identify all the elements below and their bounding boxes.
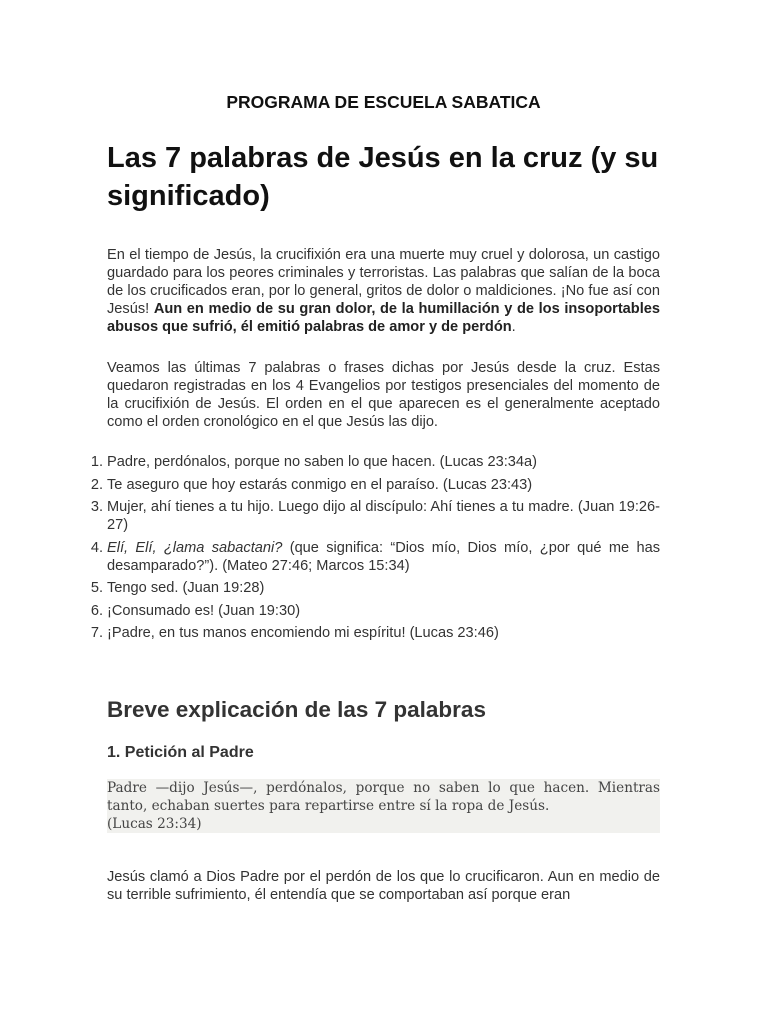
quote-text: Padre —dijo Jesús—, perdónalos, porque no saben lo que hacen. Mientras tanto, echaban suertes para repartirse entre sí la ropa de Jesús. [107,780,660,814]
intro-end: . [511,319,516,335]
list-number: 4. [90,539,103,556]
quote-reference: (Lucas 23:34) [107,816,202,832]
list-item-text: Tengo sed. (Juan 19:28) [107,580,265,596]
paragraph-3: Jesús clamó a Dios Padre por el perdón de los que lo crucificaron. Aun en medio de su terrible sufrimiento, él entendía que se comportaban así porque eran [107,869,660,903]
list-item-text: Te aseguro que hoy estarás conmigo en el paraíso. (Lucas 23:43) [107,476,533,493]
document-header: PROGRAMA DE ESCUELA SABATICA [226,92,541,112]
list-item-text: ¡Consumado es! (Juan 19:30) [107,602,301,619]
list-item [90,579,660,597]
list-item [90,453,660,471]
list-item [90,539,660,575]
seven-words-list [90,453,660,647]
list-number: 2. [90,476,103,493]
section-heading: Breve explicación de las 7 palabras [107,697,486,722]
page-title: Las 7 palabras de Jesús en la cruz (y su significado) [107,142,659,212]
list-item-text: (que significa: “Dios mío, Dios mío, ¿por qué me has desamparado?”). (Mateo 27:46; Marcos 15:34) [107,539,660,574]
intro-paragraph [107,246,660,336]
list-number: 3. [90,499,103,515]
list-item-italic: Elí, Elí, ¿lama sabactani? [107,539,283,556]
list-item [90,476,660,494]
list-item [90,602,660,620]
paragraph-2: Veamos las últimas 7 palabras o frases dichas por Jesús desde la cruz. Estas quedaron registradas en los 4 Evangelios por testigos presenciales del momento de la crucifixión de Jesús. El orden en el que aparecen es el generalmente aceptado como el orden cronológico en el que Jesús las dijo. [107,360,660,430]
list-item-text: ¡Padre, en tus manos encomiendo mi espíritu! (Lucas 23:46) [107,625,499,641]
list-number: 7. [90,625,103,641]
bible-quote [107,779,660,833]
list-item [90,624,660,642]
intro-bold-text: Aun en medio de su gran dolor, de la humillación y de los insoportables abusos que sufrió, él emitió palabras de amor y de perdón [107,301,661,335]
list-number: 1. [90,454,103,470]
subheading: 1. Petición al Padre [107,744,254,761]
list-number: 5. [90,580,103,596]
intro-text: En el tiempo de Jesús, la crucifixión era una muerte muy cruel y dolorosa, un castigo guardado para los peores criminales y terroristas. Las palabras que salían de la boca de los crucificados eran, por lo general, gritos de dolor o maldiciones. ¡No fue así con Jesús! [107,247,660,317]
list-item [90,498,660,534]
list-item-text: Mujer, ahí tienes a tu hijo. Luego dijo al discípulo: Ahí tienes a tu madre. (Juan 19:26-27) [107,499,660,533]
list-number: 6. [90,602,103,619]
list-item-text: Padre, perdónalos, porque no saben lo que hacen. (Lucas 23:34a) [107,454,538,470]
